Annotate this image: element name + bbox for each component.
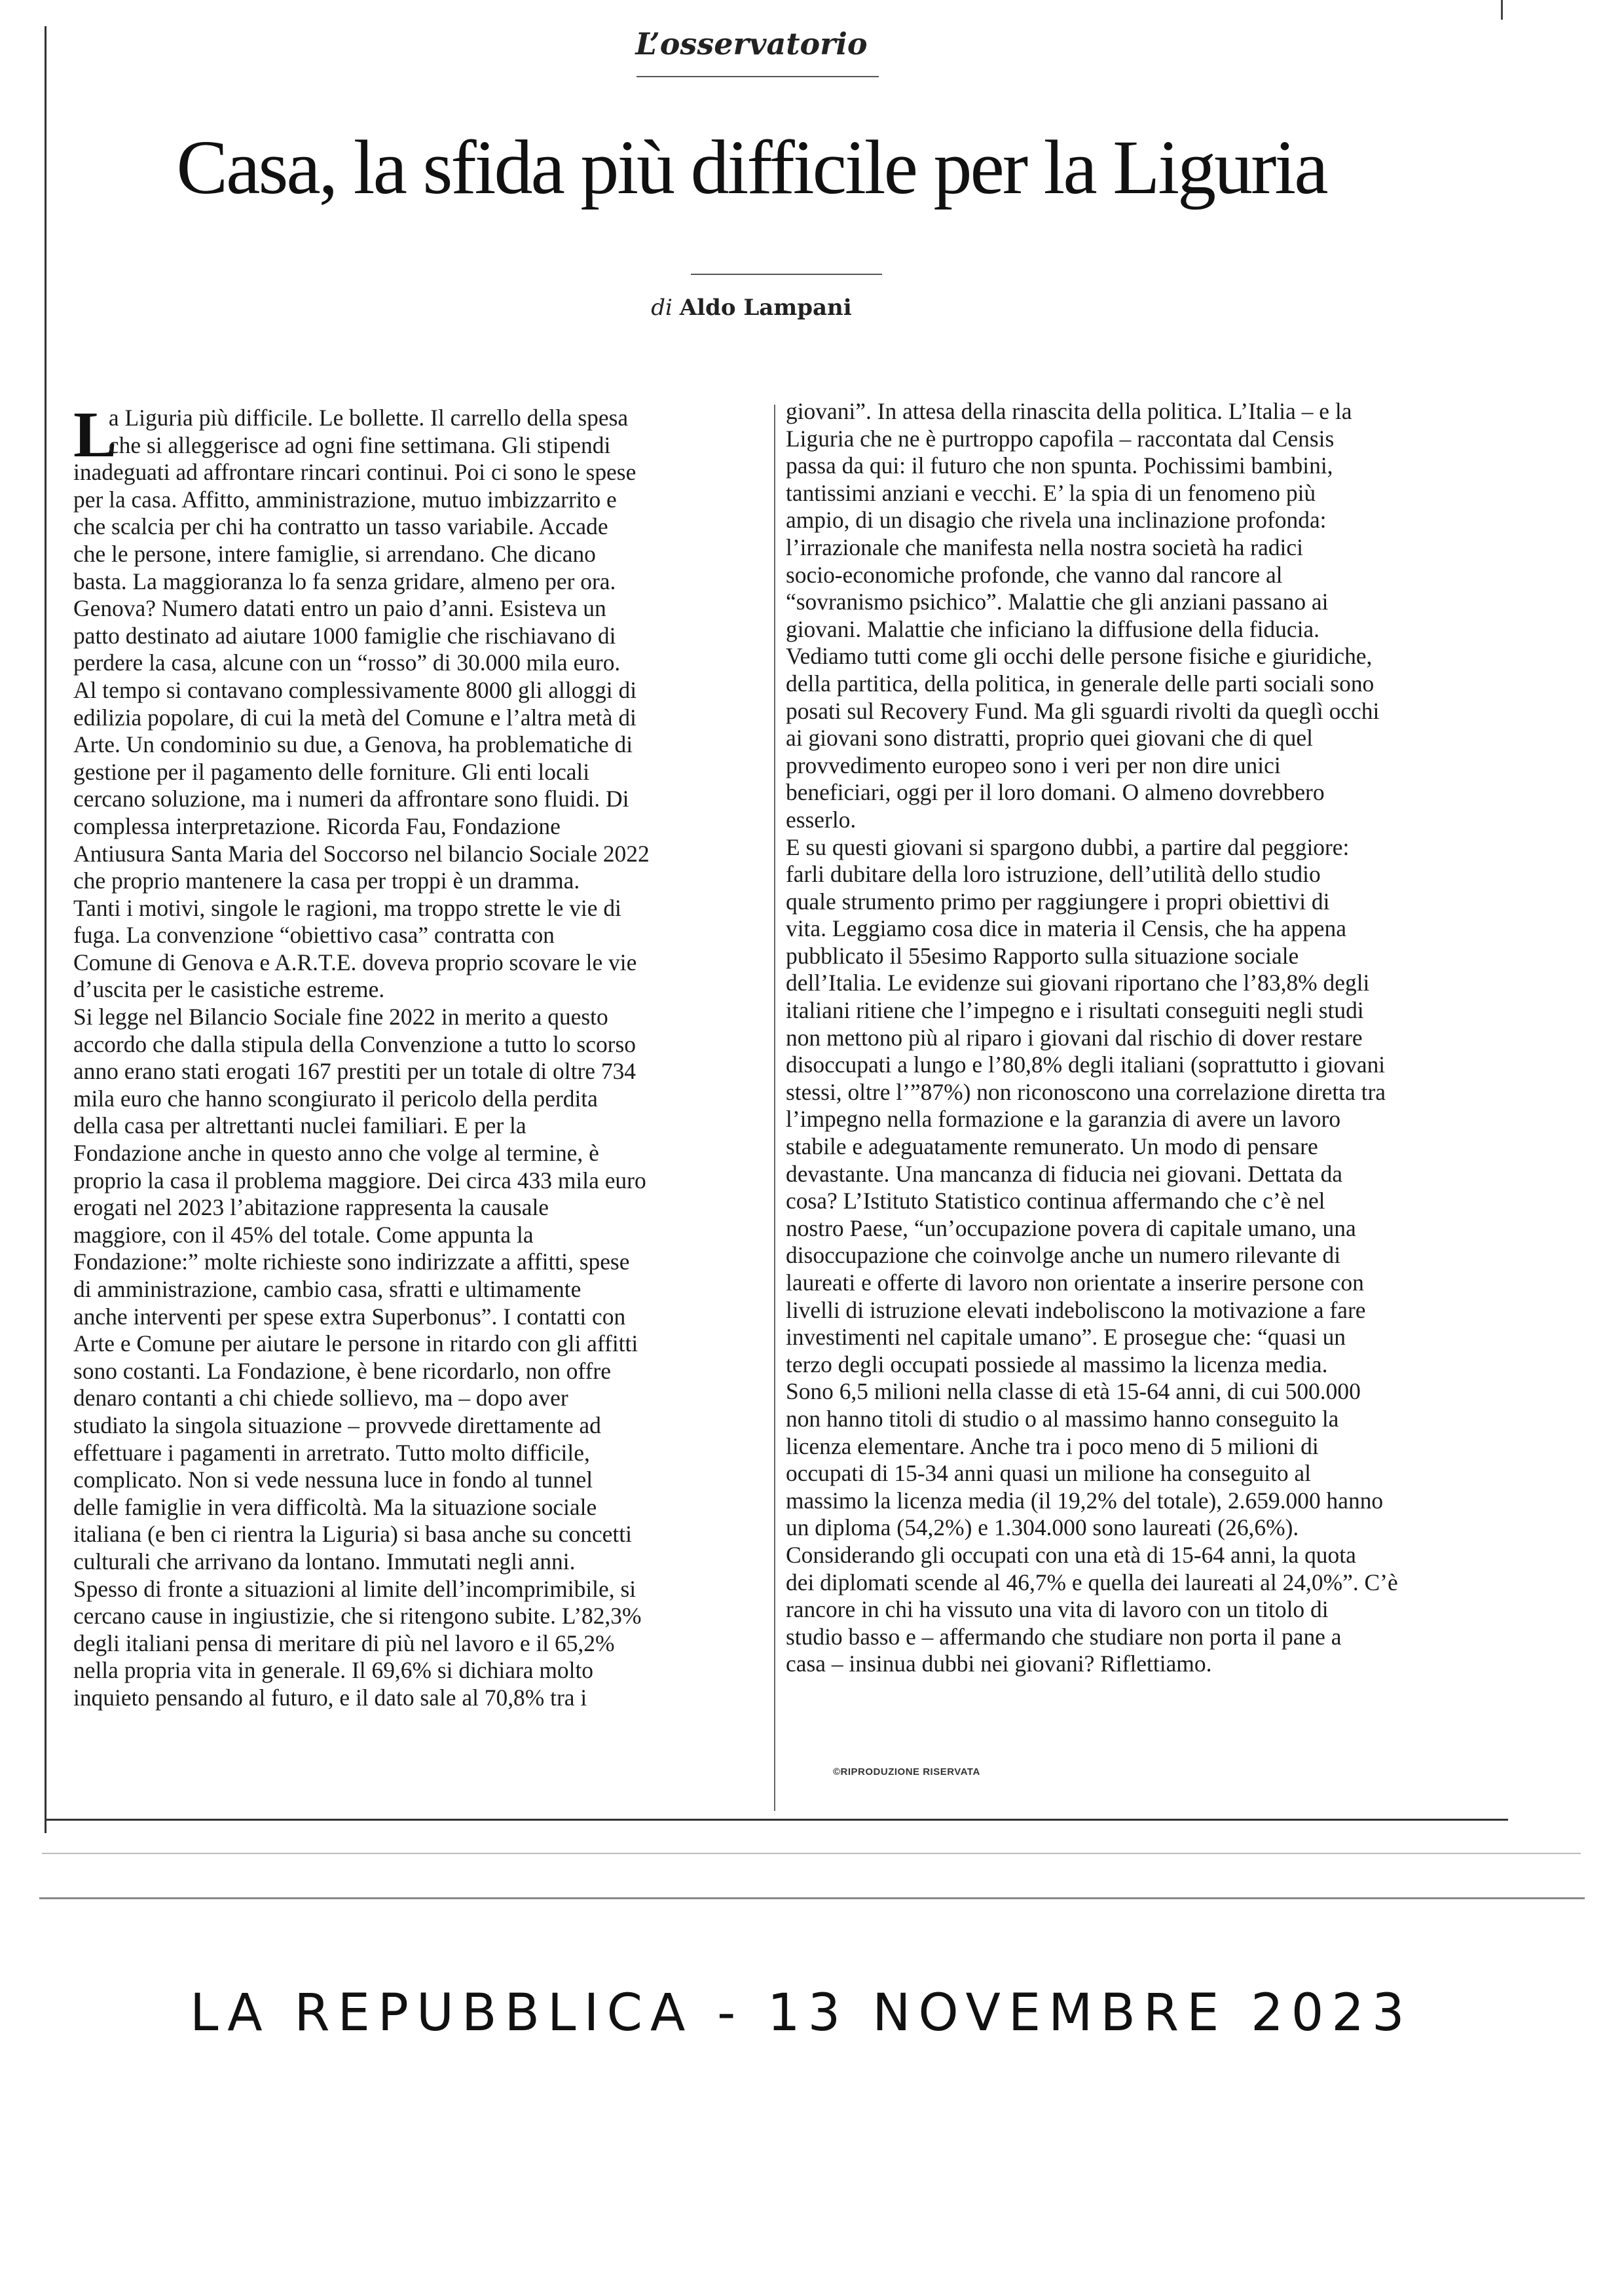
article-line: Liguria che ne è purtroppo capofila – raccontata dal Censis bbox=[786, 425, 1335, 452]
article-line: beneficiari, oggi per il loro domani. O almeno dovrebbero bbox=[786, 779, 1325, 806]
article-line: patto destinato ad aiutare 1000 famiglie che rischiavano di bbox=[73, 622, 616, 649]
article-line: disoccupati a lungo e l’80,8% degli italiani (soprattutto i giovani bbox=[786, 1051, 1386, 1078]
article-line: complessa interpretazione. Ricorda Fau, Fondazione bbox=[73, 812, 561, 839]
article-line: rancore in chi ha vissuto una vita di lavoro con un titolo di bbox=[786, 1596, 1329, 1623]
scan-divider bbox=[42, 1853, 1581, 1854]
article-line: complicato. Non si vede nessuna luce in fondo al tunnel bbox=[73, 1467, 593, 1493]
article-line: fuga. La convenzione “obiettivo casa” contratta con bbox=[73, 922, 555, 949]
article-line: Al tempo si contavano complessivamente 8000 gli alloggi di bbox=[73, 676, 637, 703]
article-line: perdere la casa, alcune con un “rosso” di 30.000 mila euro. bbox=[73, 649, 621, 676]
article-line: posati sul Recovery Fund. Ma gli sguardi rivolti da queglì occhi bbox=[786, 697, 1380, 724]
article-line: effettuare i pagamenti in arretrato. Tutto molto difficile, bbox=[73, 1439, 590, 1466]
article-line: non hanno titoli di studio o al massimo hanno conseguito la bbox=[786, 1405, 1339, 1432]
article-line: socio-economiche profonde, che vanno dal rancore al bbox=[786, 561, 1283, 588]
drop-cap: L bbox=[73, 398, 117, 471]
article-line: giovani. Malattie che inficiano la diffusione della fiducia. bbox=[786, 615, 1320, 642]
page-frame-bottom bbox=[45, 1819, 1508, 1821]
article-line: laureati e offerte di lavoro non orientate a inserire persone con bbox=[786, 1269, 1364, 1296]
article-line: dell’Italia. Le evidenze sui giovani riportano che l’83,8% degli bbox=[786, 970, 1370, 996]
article-line: disoccupazione che coinvolge anche un numero rilevante di bbox=[786, 1242, 1341, 1269]
byline-author: Aldo Lampani bbox=[679, 295, 852, 321]
article-line: erogati nel 2023 l’abitazione rappresenta la causale bbox=[73, 1194, 549, 1221]
article-line: nostro Paese, “un’occupazione povera di capitale umano, una bbox=[786, 1214, 1356, 1241]
article-column-right bbox=[786, 398, 1480, 1678]
article-line: degli italiani pensa di meritare di più nel lavoro e il 65,2% bbox=[73, 1630, 615, 1656]
article-line: edilizia popolare, di cui la metà del Comune e l’altra metà di bbox=[73, 704, 637, 731]
article-line: Fondazione:” molte richieste sono indirizzate a affitti, spese bbox=[73, 1248, 630, 1275]
article-line: mila euro che hanno scongiurato il pericolo della perdita bbox=[73, 1085, 598, 1112]
article-line: Vediamo tutti come gli occhi delle persone fisiche e giuridiche, bbox=[786, 643, 1373, 670]
article-column-left bbox=[73, 398, 767, 1712]
article-line: Arte. Un condominio su due, a Genova, ha problematiche di bbox=[73, 731, 633, 758]
article-line: Tanti i motivi, singole le ragioni, ma troppo strette le vie di bbox=[73, 894, 621, 921]
article-line: Antiusura Santa Maria del Soccorso nel bilancio Sociale 2022 bbox=[73, 840, 650, 867]
article-line: Spesso di fronte a situazioni al limite dell’incomprimibile, si bbox=[73, 1575, 637, 1602]
article-line: massimo la licenza media (il 19,2% del totale), 2.659.000 hanno bbox=[786, 1487, 1384, 1514]
scan-divider-lower bbox=[39, 1897, 1585, 1899]
page-frame-right bbox=[1501, 0, 1503, 20]
article-line: Considerando gli occupati con una età di 15-64 anni, la quota bbox=[786, 1541, 1356, 1568]
article-line: un diploma (54,2%) e 1.304.000 sono laureati (26,6%). bbox=[786, 1514, 1299, 1541]
article-line: Si legge nel Bilancio Sociale fine 2022 in merito a questo bbox=[73, 1004, 608, 1030]
article-line: Fondazione anche in questo anno che volge al termine, è bbox=[73, 1140, 599, 1167]
article-line: Comune di Genova e A.R.T.E. doveva proprio scovare le vie bbox=[73, 949, 637, 975]
article-line: inadeguati ad affrontare rincari continui. Poi ci sono le spese bbox=[73, 459, 637, 486]
article-line: Sono 6,5 milioni nella classe di età 15-64 anni, di cui 500.000 bbox=[786, 1378, 1361, 1405]
article-line: che scalcia per chi ha contratto un tasso variabile. Accade bbox=[73, 513, 608, 540]
headline: Casa, la sfida più difficile per la Liguria bbox=[176, 124, 1327, 210]
article-line: l’impegno nella formazione e la garanzia di avere un lavoro bbox=[786, 1106, 1341, 1133]
article-line: licenza elementare. Anche tra i poco meno di 5 milioni di bbox=[786, 1432, 1319, 1459]
article-line: della casa per altrettanti nuclei familiari. E per la bbox=[73, 1112, 526, 1139]
article-line: a Liguria più difficile. Le bollette. Il carrello della spesa bbox=[108, 405, 629, 431]
article-line: passa da qui: il futuro che non spunta. Pochissimi bambini, bbox=[786, 452, 1333, 479]
article-line: culturali che arrivano da lontano. Immutati negli anni. bbox=[73, 1548, 576, 1575]
article-line: ai giovani sono distratti, proprio quei giovani che di quel bbox=[786, 725, 1313, 752]
headline-rule bbox=[691, 274, 882, 275]
article-line: anche interventi per spese extra Superbonus”. I contatti con bbox=[73, 1303, 626, 1330]
article-line: vita. Leggiamo cosa dice in materia il Censis, che ha appena bbox=[786, 915, 1346, 942]
article-line: della partitica, della politica, in generale delle parti sociali sono bbox=[786, 670, 1375, 697]
article-line: cercano cause in ingiustizie, che si ritengono subite. L’82,3% bbox=[73, 1603, 642, 1630]
article-line: tantissimi anziani e vecchi. E’ la spia di un fenomeno più bbox=[786, 479, 1316, 506]
article-line: gestione per il pagamento delle forniture. Gli enti locali bbox=[73, 758, 590, 785]
article-line: cercano soluzione, ma i numeri da affrontare sono fluidi. Di bbox=[73, 786, 629, 812]
article-line: che le persone, intere famiglie, si arrendano. Che dicano bbox=[73, 540, 596, 567]
article-line: esserlo. bbox=[786, 806, 857, 833]
article-line: che si alleggerisce ad ogni fine settimana. Gli stipendi bbox=[108, 431, 611, 458]
article-line: stessi, oltre l’”87%) non riconoscono una correlazione diretta tra bbox=[786, 1078, 1386, 1105]
article-line: occupati di 15-34 anni quasi un milione ha conseguito al bbox=[786, 1460, 1311, 1487]
article-line: cosa? L’Istituto Statistico continua affermando che c’è nel bbox=[786, 1188, 1325, 1214]
article-line: dei diplomati scende al 46,7% e quella dei laureati al 24,0%”. C’è bbox=[786, 1569, 1398, 1595]
article-line: quale strumento primo per raggiungere i propri obiettivi di bbox=[786, 888, 1330, 915]
article-line: italiani ritiene che l’impegno e i risultati conseguiti negli studi bbox=[786, 997, 1364, 1024]
article-line: Genova? Numero datati entro un paio d’anni. Esisteva un bbox=[73, 595, 606, 622]
article-line: anno erano stati erogati 167 prestiti per un totale di oltre 734 bbox=[73, 1058, 637, 1085]
article-line: non mettono più al riparo i giovani dal rischio di dover restare bbox=[786, 1024, 1363, 1051]
section-kicker: L’osservatorio bbox=[635, 26, 868, 62]
article-line: stabile e adeguatamente remunerato. Un modo di pensare bbox=[786, 1133, 1318, 1160]
article-line: ampio, di un disagio che rivela una inclinazione profonda: bbox=[786, 507, 1327, 534]
article-line: sono costanti. La Fondazione, è bene ricordarlo, non offre bbox=[73, 1357, 611, 1384]
article-line: Arte e Comune per aiutare le persone in ritardo con gli affitti bbox=[73, 1330, 638, 1357]
article-line: basta. La maggioranza lo fa senza gridare, almeno per ora. bbox=[73, 568, 616, 594]
byline-prefix: di bbox=[651, 295, 673, 321]
article-line: farli dubitare della loro istruzione, dell’utilità dello studio bbox=[786, 861, 1321, 888]
article-line: delle famiglie in vera difficoltà. Ma la situazione sociale bbox=[73, 1493, 597, 1520]
article-line: maggiore, con il 45% del totale. Come appunta la bbox=[73, 1221, 534, 1248]
article-line: italiana (e ben ci rientra la Liguria) si basa anche su concetti bbox=[73, 1521, 632, 1548]
article-line: studio basso e – affermando che studiare non porta il pane a bbox=[786, 1623, 1342, 1650]
article-line: inquieto pensando al futuro, e il dato sale al 70,8% tra i bbox=[73, 1684, 587, 1711]
byline bbox=[0, 295, 1503, 321]
article-line: pubblicato il 55esimo Rapporto sulla situazione sociale bbox=[786, 942, 1299, 969]
column-rule bbox=[774, 405, 775, 1811]
handwritten-source-note: LA REPUBBLICA - 13 NOVEMBRE 2023 bbox=[190, 1984, 1412, 2043]
article-line: per la casa. Affitto, amministrazione, mutuo imbizzarrito e bbox=[73, 486, 617, 513]
article-line: giovani”. In attesa della rinascita della politica. L’Italia – e la bbox=[786, 398, 1352, 424]
article-line: nella propria vita in generale. Il 69,6% si dichiara molto bbox=[73, 1657, 594, 1684]
article-line: “sovranismo psichico”. Malattie che gli anziani passano ai bbox=[786, 589, 1329, 615]
article-line: che proprio mantenere la casa per troppi è un dramma. bbox=[73, 867, 580, 894]
article-line: livelli di istruzione elevati indeboliscono la motivazione a fare bbox=[786, 1296, 1366, 1323]
copyright-notice: ©RIPRODUZIONE RISERVATA bbox=[833, 1766, 980, 1777]
article-line: provvedimento europeo sono i veri per non dire unici bbox=[786, 752, 1281, 778]
article-line: d’uscita per le casistiche estreme. bbox=[73, 976, 385, 1003]
article-line: investimenti nel capitale umano”. E prosegue che: “quasi un bbox=[786, 1324, 1346, 1351]
article-line: devastante. Una mancanza di fiducia nei giovani. Dettata da bbox=[786, 1160, 1343, 1187]
article-line: casa – insinua dubbi nei giovani? Riflettiamo. bbox=[786, 1650, 1212, 1677]
article-line: accordo che dalla stipula della Convenzione a tutto lo scorso bbox=[73, 1030, 636, 1057]
article-line: proprio la casa il problema maggiore. Dei circa 433 mila euro bbox=[73, 1167, 646, 1194]
kicker-rule bbox=[637, 76, 879, 77]
article-line: di amministrazione, cambio casa, sfratti e ultimamente bbox=[73, 1276, 581, 1302]
article-line: E su questi giovani si spargono dubbi, a partire dal peggiore: bbox=[786, 833, 1350, 860]
article-line: studiato la singola situazione – provvede direttamente ad bbox=[73, 1412, 601, 1438]
article-line: terzo degli occupati possiede al massimo la licenza media. bbox=[786, 1351, 1328, 1377]
article-line: l’irrazionale che manifesta nella nostra società ha radici bbox=[786, 534, 1303, 560]
article-line: denaro contanti a chi chiede sollievo, ma – dopo aver bbox=[73, 1385, 568, 1412]
